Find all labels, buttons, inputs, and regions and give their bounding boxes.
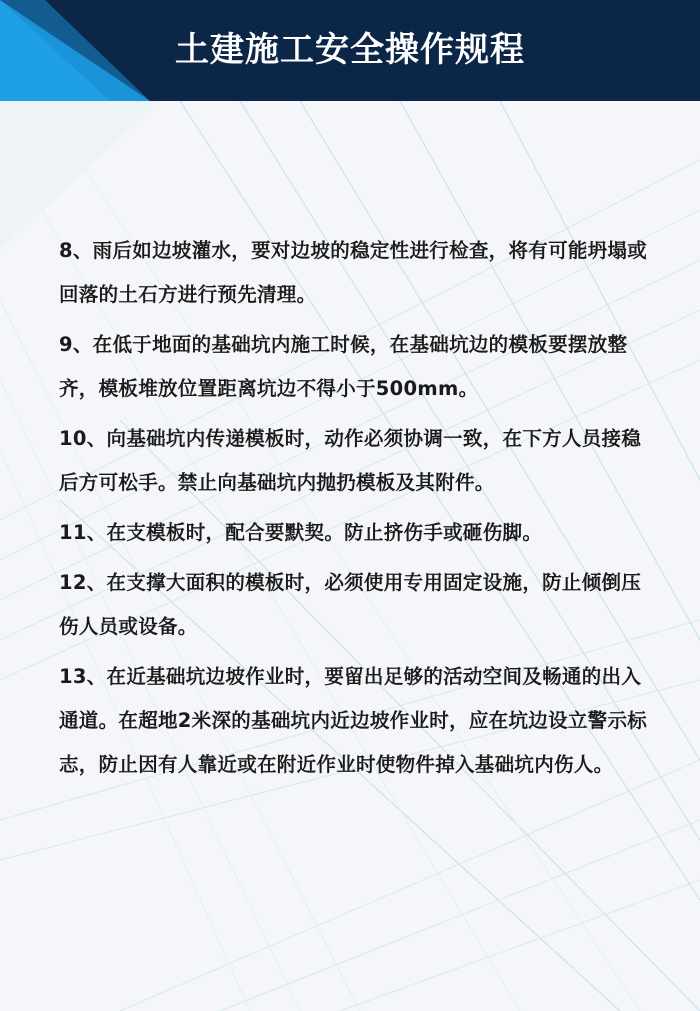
regulation-item-10: 10、向基础坑内传递模板时，动作必须协调一致，在下方人员接稳后方可松手。禁止向基础坑内抛扔模板及其附件。 <box>59 427 642 494</box>
page-header <box>0 0 700 101</box>
page-title: 土建施工安全操作规程 <box>175 30 525 70</box>
regulation-item-12: 12、在支撑大面积的模板时，必须使用专用固定设施，防止倾倒压伤人员或设备。 <box>59 571 642 638</box>
regulation-item-11: 11、在支模板时，配合要默契。防止挤伤手或砸伤脚。 <box>59 521 543 544</box>
regulation-item-8: 8、雨后如边坡灌水，要对边坡的稳定性进行检查，将有可能坍塌或回落的土石方进行预先清理。 <box>59 239 648 306</box>
regulation-list <box>59 229 659 793</box>
regulation-item-9: 9、在低于地面的基础坑内施工时候，在基础坑边的模板要摆放整齐，模板堆放位置距离坑边不得小于500mm。 <box>59 333 628 400</box>
regulation-item-13: 13、在近基础坑边坡作业时，要留出足够的活动空间及畅通的出入通道。在超地2米深的基础坑内近边坡作业时，应在坑边设立警示标志，防止因有人靠近或在附近作业时使物件掉入基础坑内伤人。 <box>59 665 648 776</box>
